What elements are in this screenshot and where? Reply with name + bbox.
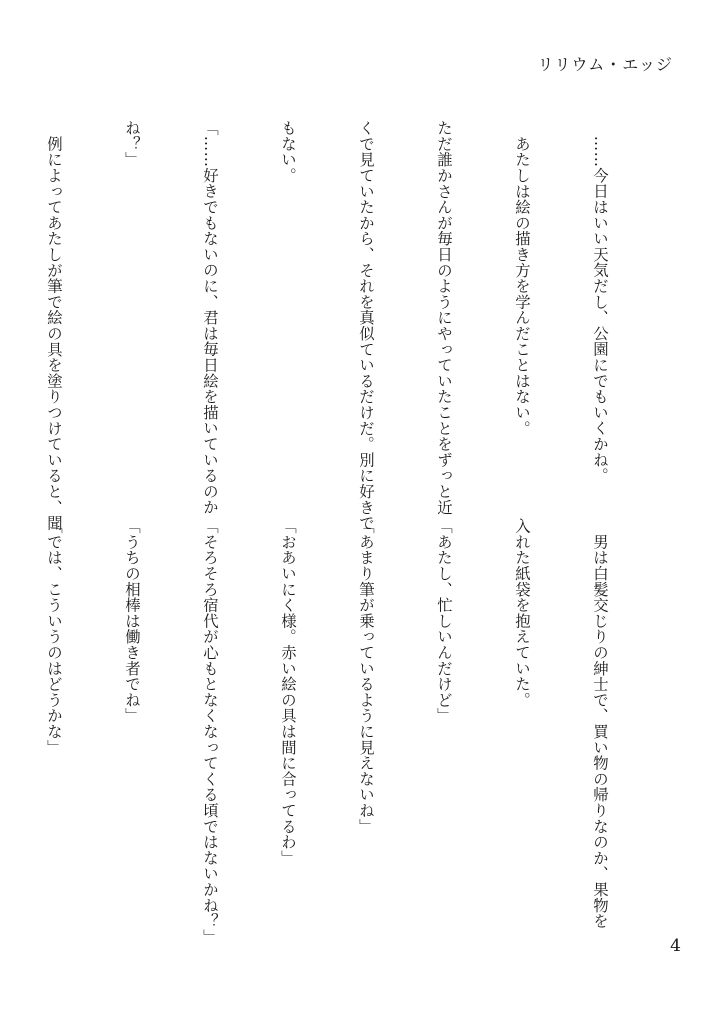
text-line: くで見ていたから、それを真似ているだけだ。別に好きで <box>357 120 375 531</box>
running-head-title: リリウム・エッジ <box>537 55 673 74</box>
text-line: 「……好きでもないのに、君は毎日絵を描いているのか <box>201 120 219 515</box>
text-line: 入れた紙袋を抱えていた。 <box>513 518 531 708</box>
text-line: ……今日はいい天気だし、公園にでもいくかね。 <box>591 120 609 484</box>
text-line: あたしは絵の描き方を学んだことはない。 <box>513 120 531 436</box>
text-line: 「あたし、忙しいんだけど」 <box>435 518 453 724</box>
page-number: 4 <box>670 936 681 956</box>
lower-text-block <box>0 518 665 945</box>
text-line: ただ誰かさんが毎日のようにやっていたことをずっと近 <box>435 120 453 515</box>
text-line: 「おあいにく様。赤い絵の具は間に合ってるわ」 <box>279 518 297 866</box>
upper-text-block <box>0 120 665 531</box>
text-line: 「うちの相棒は働き者でね」 <box>123 518 141 724</box>
text-line: 男は白髪交じりの紳士で、買い物の帰りなのか、果物を <box>591 518 609 929</box>
text-line: もない。 <box>279 120 297 184</box>
text-line: ね？」 <box>123 120 141 168</box>
text-line: 「そろそろ宿代が心もとなくなってくる頃ではないかね？」 <box>201 518 219 945</box>
text-line: 「では、こういうのはどうかな」 <box>45 518 63 755</box>
text-line: 例によってあたしが筆で絵の具を塗りつけていると、聞 <box>45 120 63 531</box>
text-line: 「あまり筆が乗っているように見えないね」 <box>357 518 375 834</box>
